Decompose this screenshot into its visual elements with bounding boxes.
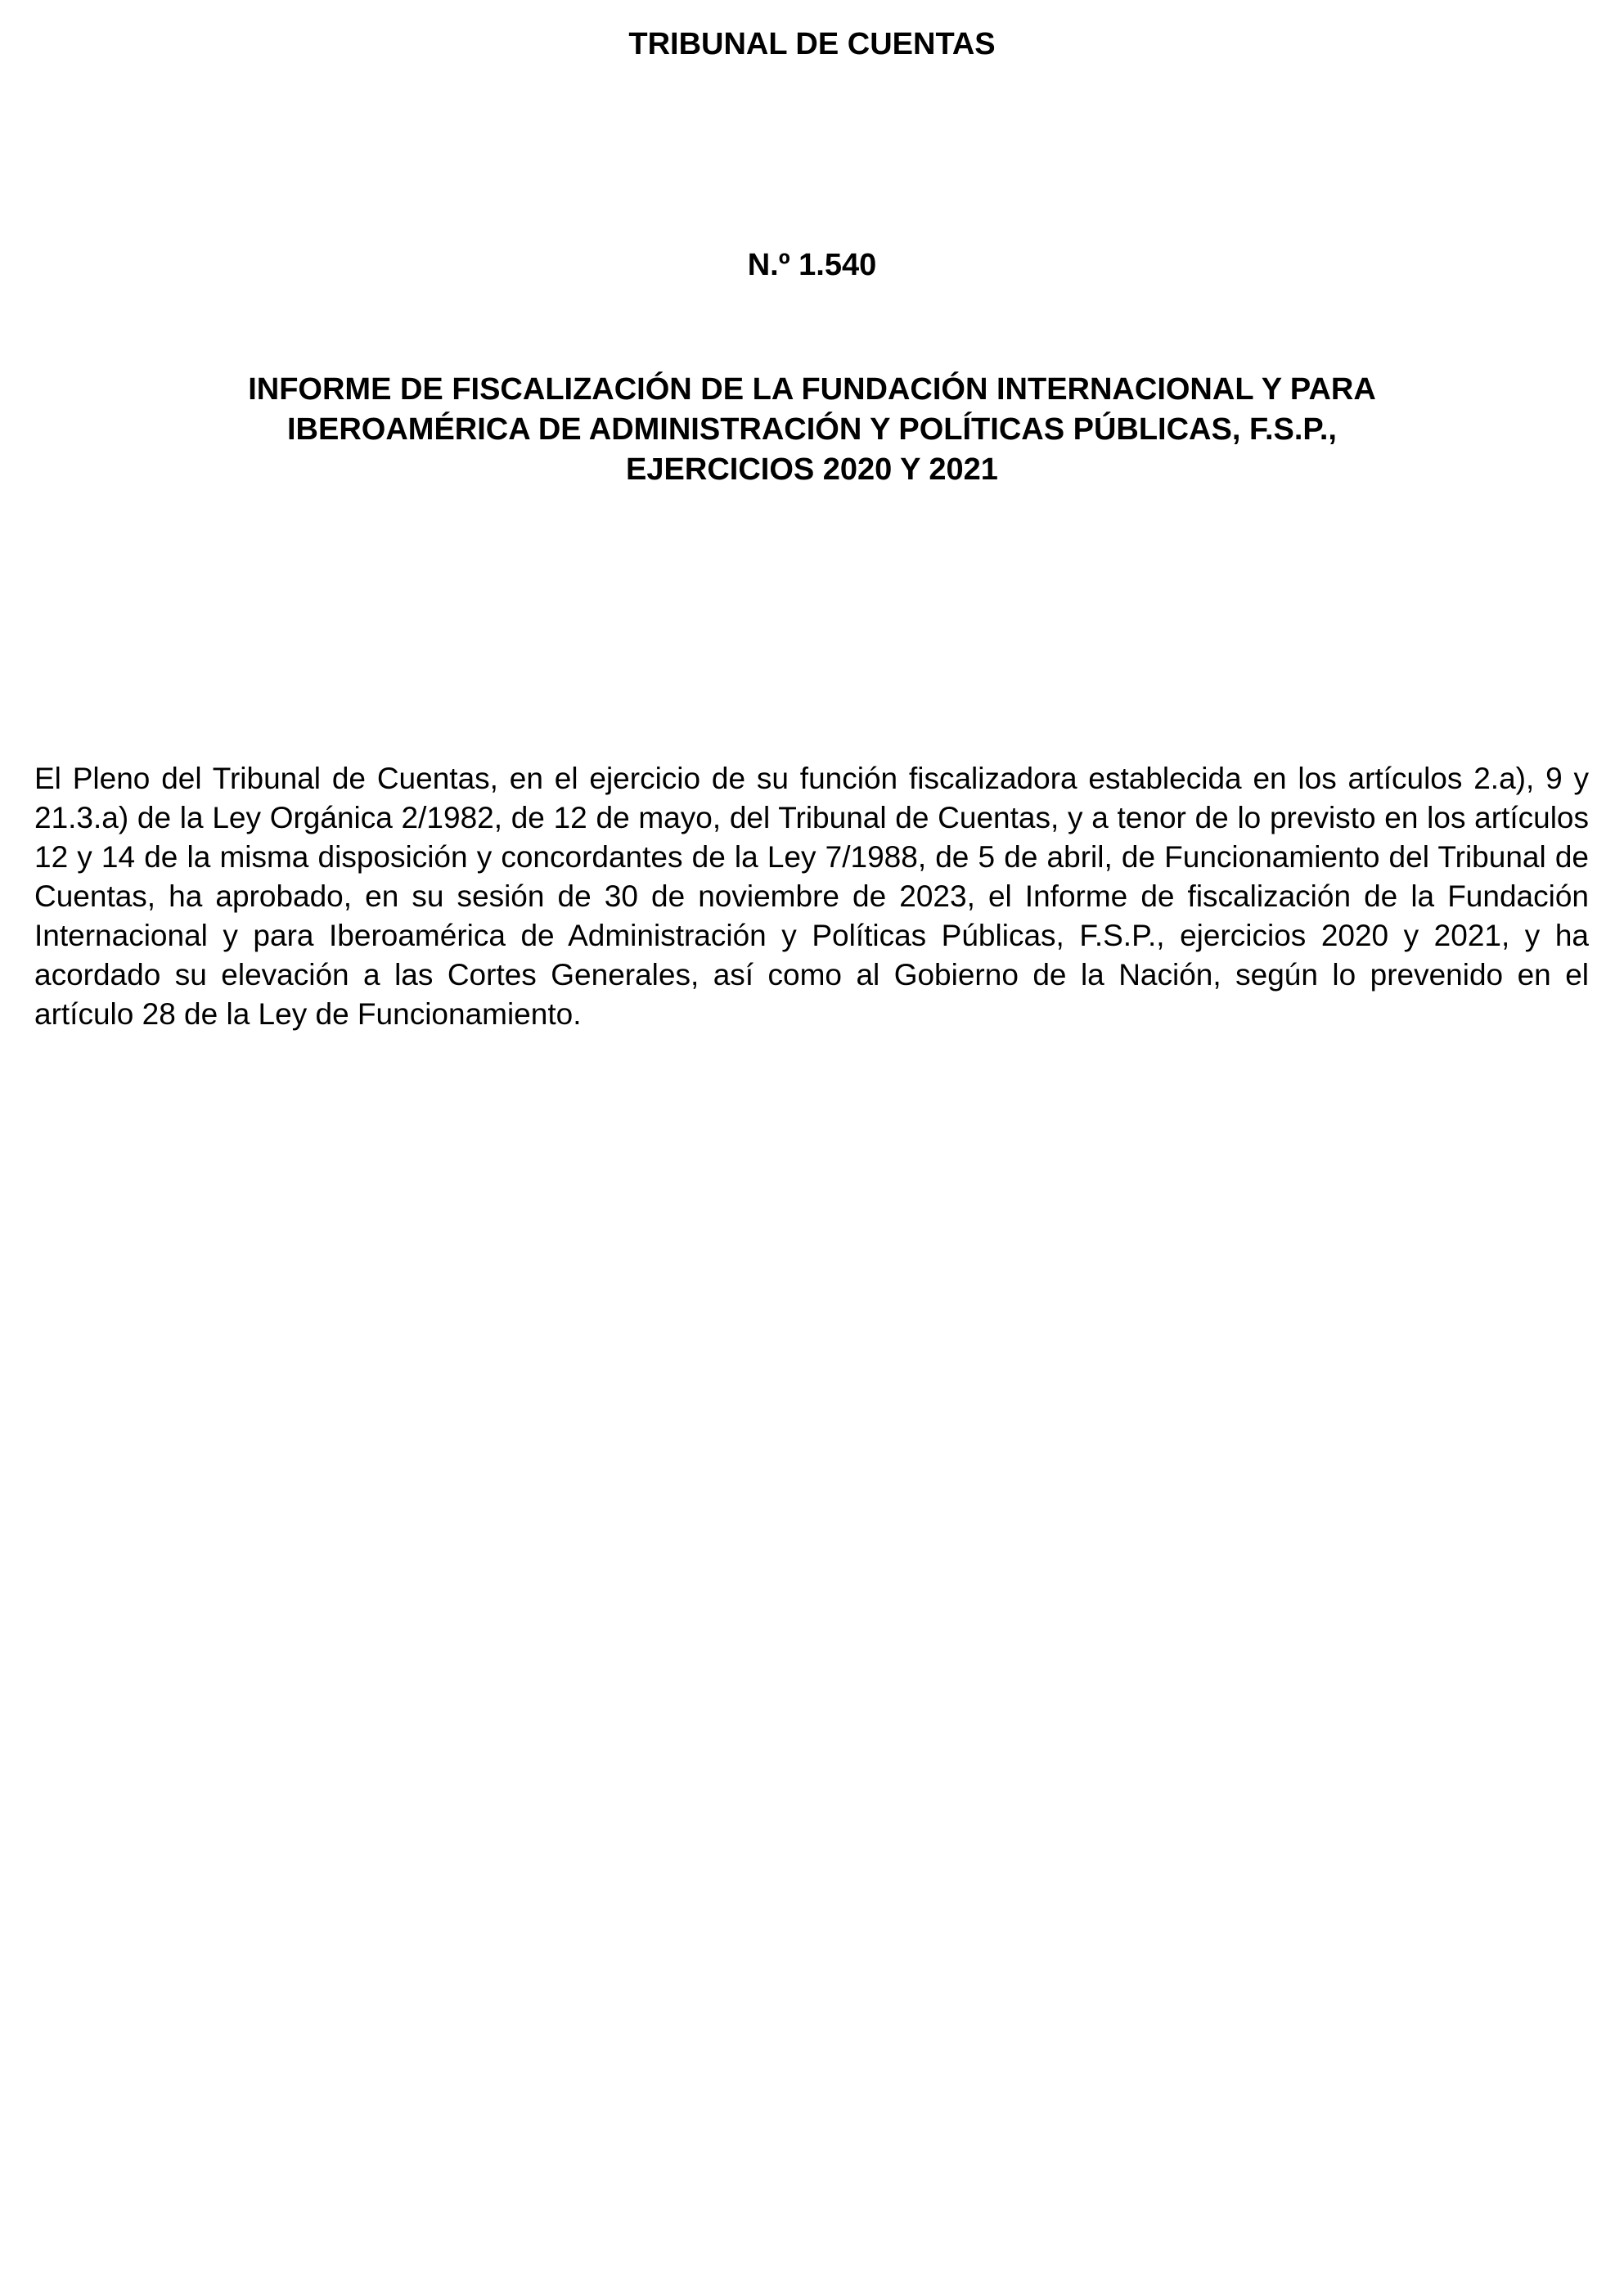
institution-heading: TRIBUNAL DE CUENTAS [628,27,996,61]
report-title-line-3: EJERCICIOS 2020 Y 2021 [626,452,998,487]
report-title-line-1: INFORME DE FISCALIZACIÓN DE LA FUNDACIÓN INTERNACIONAL Y PARA [248,372,1376,407]
body-paragraph: El Pleno del Tribunal de Cuentas, en el ejercicio de su función fiscalizadora establecida en los artículos 2.a), 9 y 21.3.a) de la Ley Orgánica 2/1982, de 12 de mayo, del Tribunal de Cuentas, y a tenor de lo previsto en los artículos 12 y 14 de la misma disposición y concordantes de la Ley 7/1988, de 5 de abril, de Funcionamiento del Tribunal de Cuentas, ha aprobado, en su sesión de 30 de noviembre de 2023, el Informe de fiscalización de la Fundación Internacional y para Iberoamérica de Administración y Políticas Públicas, F.S.P., ejercicios 2020 y 2021, y ha acordado su elevación a las Cortes Generales, así como al Gobierno de la Nación, según lo prevenido en el artículo 28 de la Ley de Funcionamiento. [34,762,1589,1031]
report-title [123,370,1501,490]
report-title-line-2: IBEROAMÉRICA DE ADMINISTRACIÓN Y POLÍTICAS PÚBLICAS, F.S.P., [287,412,1337,447]
report-number: N.º 1.540 [747,248,877,282]
